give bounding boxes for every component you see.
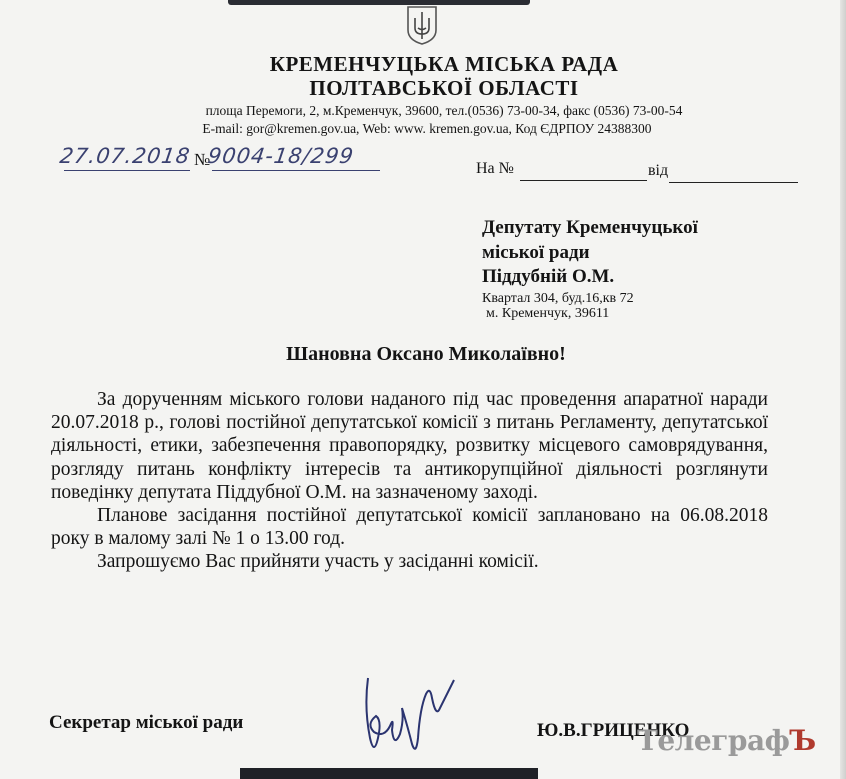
recipient-line2: міської ради (482, 242, 590, 263)
body-paragraph: За дорученням міського голови наданого під час проведення апаратної наради 20.07.2018 р., голові постійної депутатської комісії з питань Регламенту, депутатської діяльності, етики, забезпечення правопорядку, розвитку місцевого самоврядування, розгляду питань конфлікту інтересів та антикорупційної діяльності розглянути поведінку депутата Піддубної О.М. на зазначеному заході. (51, 389, 768, 503)
viewer-bottom-bar (240, 768, 538, 779)
signer-name: Ю.В.ГРИЦЕНКО (537, 720, 690, 741)
watermark-accent: Ъ (789, 724, 816, 757)
letter-body (51, 388, 768, 574)
body-paragraph: Запрошуємо Вас прийняти участь у засіданні комісії. (97, 551, 539, 573)
incoming-number-blank (520, 180, 647, 181)
outgoing-number-label: № (194, 150, 211, 169)
recipient-address-street: Квартал 304, буд.16,кв 72 (482, 291, 634, 306)
watermark-text: Телеграф (637, 724, 790, 757)
recipient-name: Піддубній О.М. (482, 266, 615, 287)
coat-of-arms-icon (404, 4, 440, 46)
org-name-line1: КРЕМЕНЧУЦЬКА МІСЬКА РАДА (269, 52, 619, 76)
incoming-date-label: від (648, 162, 669, 179)
org-name-line2: ПОЛТАВСЬКОЇ ОБЛАСТІ (309, 76, 579, 100)
recipient-line1: Депутату Кременчуцької (482, 217, 698, 238)
org-address: площа Перемоги, 2, м.Кременчук, 39600, тел.(0536) 73-00-34, факс (0536) 73-00-54 (205, 103, 683, 118)
number-underline (212, 170, 380, 171)
incoming-number-label: На № (476, 160, 514, 177)
recipient-address-city: м. Кременчук, 39611 (486, 306, 610, 321)
incoming-date-blank (669, 182, 798, 183)
outgoing-number-handwritten: 9004-18/299 (206, 144, 356, 168)
telegraf-watermark-logo (637, 724, 816, 757)
org-contacts: E-mail: gor@kremen.gov.ua, Web: www. kremen.gov.ua, Код ЄДРПОУ 24388300 (202, 121, 652, 136)
viewer-top-bar (228, 0, 530, 5)
handwritten-signature-icon (356, 668, 466, 768)
signer-title: Секретар міської ради (49, 712, 244, 733)
body-paragraph: Планове засідання постійної депутатської комісії заплановано на 06.08.2018 року в малому залі № 1 о 13.00 год. (51, 505, 768, 550)
letter-greeting: Шановна Оксано Миколаївно! (286, 343, 566, 365)
outgoing-date-handwritten: 27.07.2018 (58, 144, 192, 168)
date-underline (64, 170, 190, 171)
